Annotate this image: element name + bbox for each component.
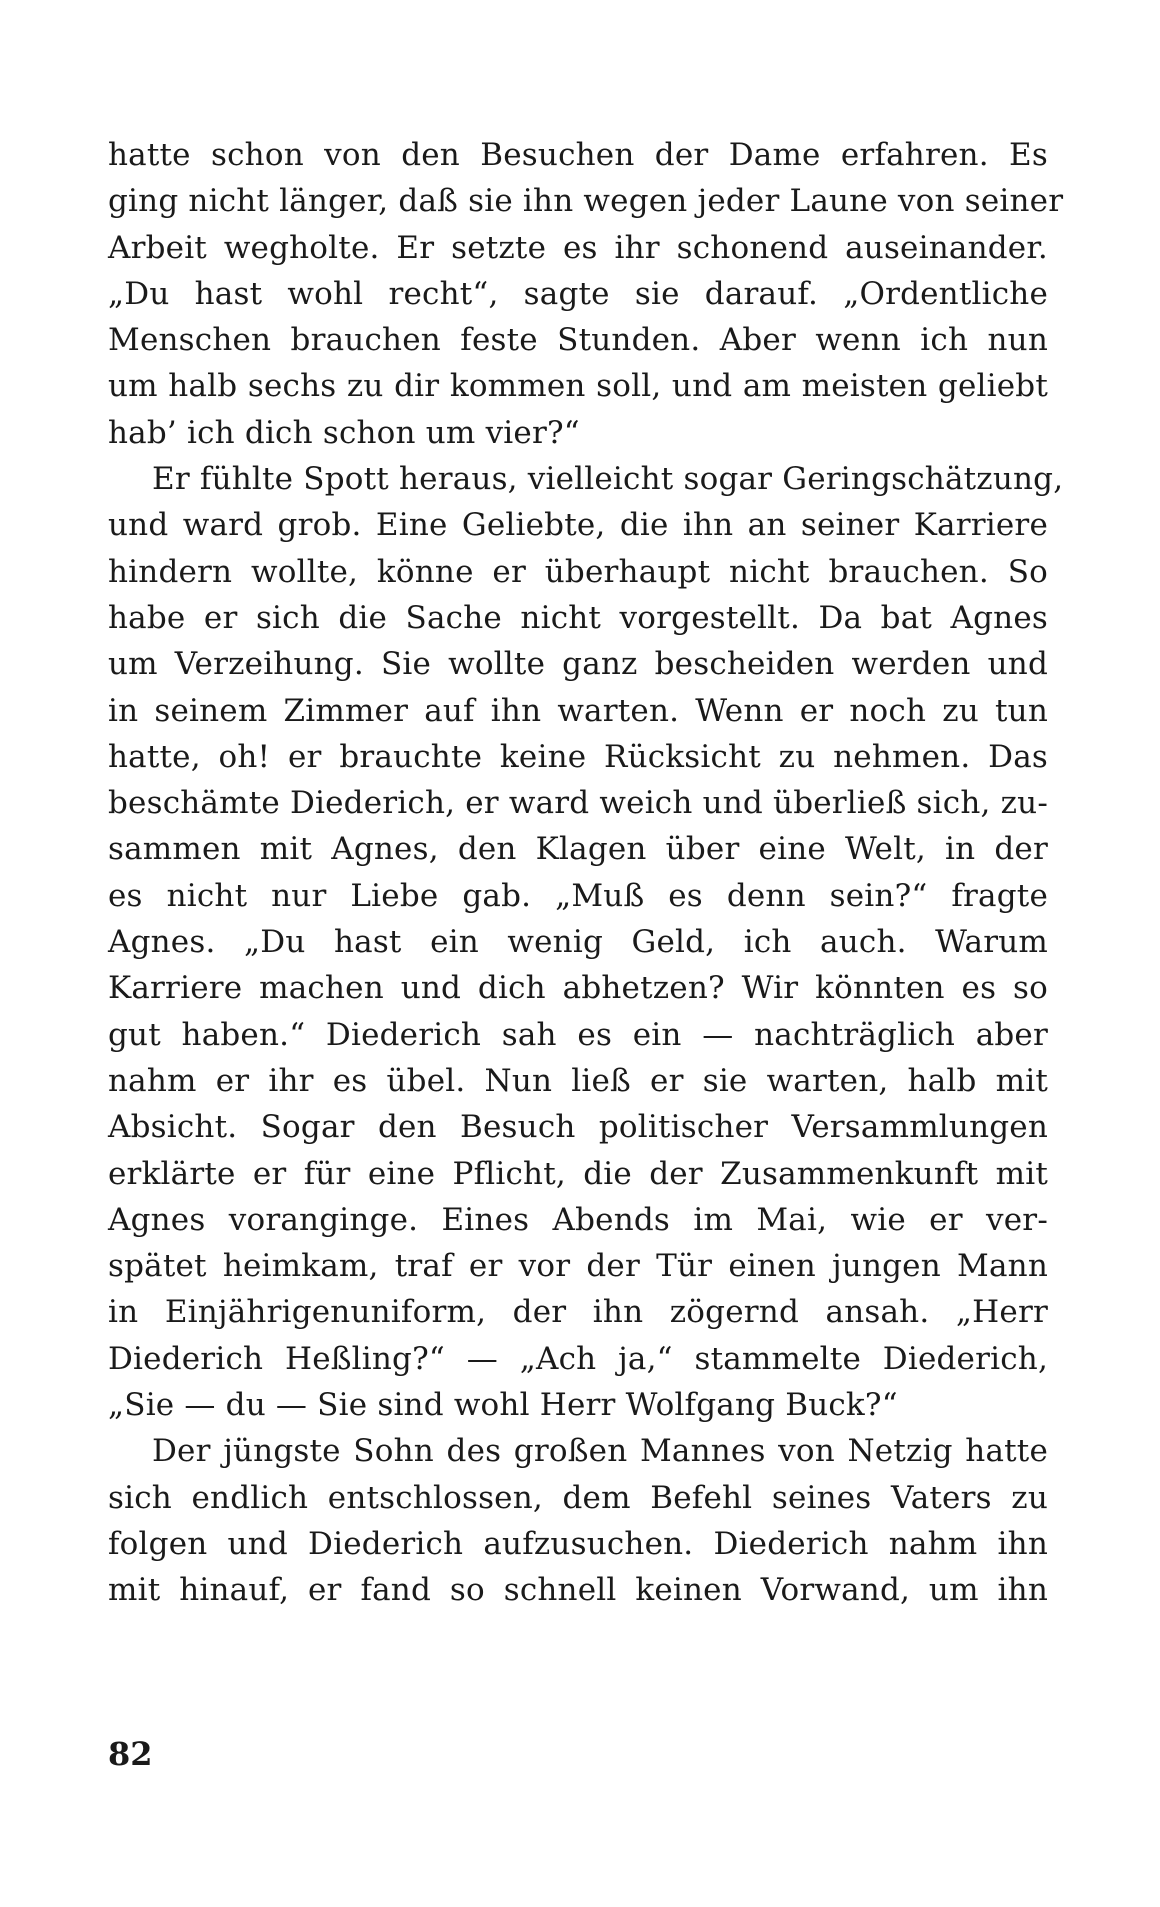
text-line: hindern wollte, könne er überhaupt nicht brauchen. So <box>108 553 1048 590</box>
text-line: Diederich Heßling?“ — „Ach ja,“ stammelte Diederich, <box>108 1340 1048 1377</box>
text-line: in Einjährigenuniform, der ihn zögernd ansah. „Herr <box>108 1294 1048 1331</box>
text-line: um halb sechs zu dir kommen soll, und am meisten geliebt <box>108 368 1048 405</box>
body-text <box>108 132 1064 1614</box>
paragraph-start-line: Er fühlte Spott heraus, vielleicht sogar Geringschätzung, <box>152 461 1064 498</box>
text-line: es nicht nur Liebe gab. „Muß es denn sein?“ fragte <box>108 877 1048 914</box>
text-line: Agnes. „Du hast ein wenig Geld, ich auch. Warum <box>108 924 1048 961</box>
text-line: hatte, oh! er brauchte keine Rücksicht zu nehmen. Das <box>108 738 1048 775</box>
text-line: Arbeit wegholte. Er setzte es ihr schonend auseinander. <box>108 229 1048 266</box>
text-line: Menschen brauchen feste Stunden. Aber wenn ich nun <box>108 322 1048 359</box>
text-line: Agnes voranginge. Eines Abends im Mai, wie er ver- <box>108 1201 1048 1238</box>
text-line: erklärte er für eine Pflicht, die der Zusammenkunft mit <box>108 1155 1048 1192</box>
text-line: sammen mit Agnes, den Klagen über eine Welt, in der <box>108 831 1048 868</box>
text-line: ging nicht länger, daß sie ihn wegen jeder Laune von seiner <box>108 183 1064 220</box>
text-line: Absicht. Sogar den Besuch politischer Versammlungen <box>108 1109 1048 1146</box>
text-line: um Verzeihung. Sie wollte ganz bescheiden werden und <box>108 646 1048 683</box>
paragraph-start-line: Der jüngste Sohn des großen Mannes von Netzig hatte <box>152 1433 1048 1470</box>
paragraph-end-line: hab’ ich dich schon um vier?“ <box>108 414 580 451</box>
text-line: folgen und Diederich aufzusuchen. Diederich nahm ihn <box>108 1525 1048 1562</box>
text-line: in seinem Zimmer auf ihn warten. Wenn er noch zu tun <box>108 692 1048 729</box>
text-line: und ward grob. Eine Geliebte, die ihn an seiner Karriere <box>108 507 1048 544</box>
paragraph-end-line: „Sie — du — Sie sind wohl Herr Wolfgang Buck?“ <box>108 1387 898 1424</box>
text-line: sich endlich entschlossen, dem Befehl seines Vaters zu <box>108 1479 1048 1516</box>
text-line: gut haben.“ Diederich sah es ein — nachträglich aber <box>108 1016 1048 1053</box>
text-line: mit hinauf, er fand so schnell keinen Vorwand, um ihn <box>108 1572 1048 1609</box>
text-line: „Du hast wohl recht“, sagte sie darauf. „Ordentliche <box>108 275 1048 312</box>
text-line: beschämte Diederich, er ward weich und überließ sich, zu- <box>108 785 1048 822</box>
text-line: spätet heimkam, traf er vor der Tür einen jungen Mann <box>108 1248 1048 1285</box>
text-line: hatte schon von den Besuchen der Dame erfahren. Es <box>108 137 1048 173</box>
text-line: Karriere machen und dich abhetzen? Wir könnten es so <box>108 970 1048 1007</box>
text-line: nahm er ihr es übel. Nun ließ er sie warten, halb mit <box>108 1062 1048 1099</box>
page-number: 82 <box>108 1735 153 1773</box>
text-line: habe er sich die Sache nicht vorgestellt. Da bat Agnes <box>108 599 1048 636</box>
